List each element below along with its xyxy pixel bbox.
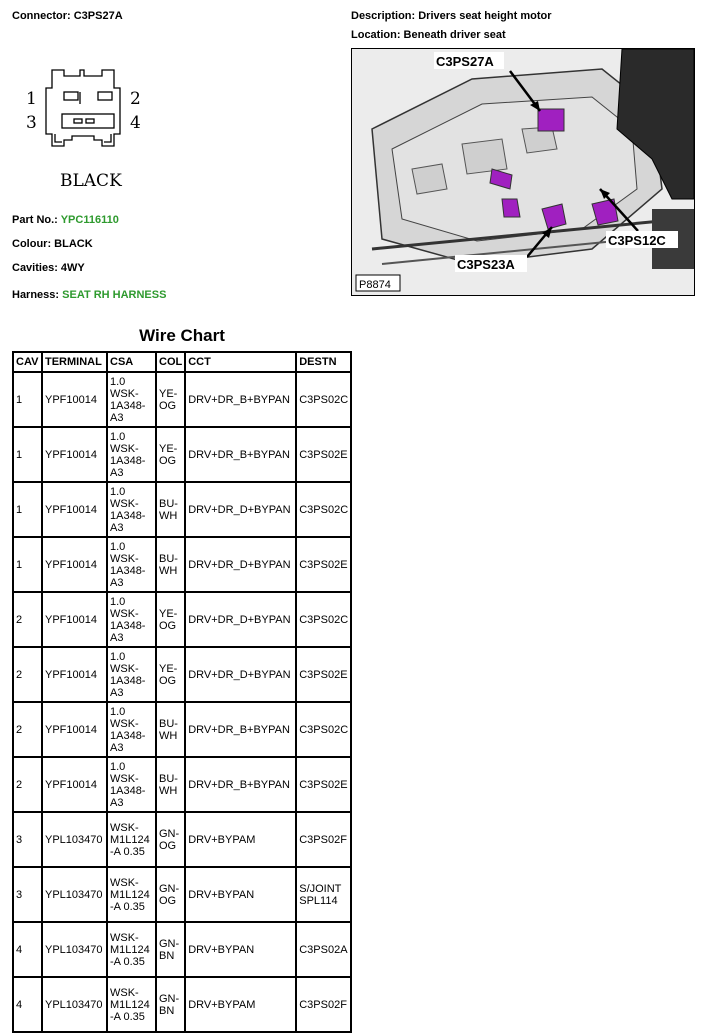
cell-cav: 4 bbox=[13, 977, 42, 1032]
cell-cct: DRV+DR_D+BYPAN bbox=[185, 537, 296, 592]
cell-cav: 1 bbox=[13, 427, 42, 482]
col-header-cav: CAV bbox=[13, 352, 42, 372]
callout-c3ps27a: C3PS27A bbox=[436, 54, 494, 69]
cell-terminal: YPL103470 bbox=[42, 812, 107, 867]
cell-cct: DRV+DR_B+BYPAN bbox=[185, 702, 296, 757]
table-row bbox=[13, 922, 351, 977]
cell-cav: 1 bbox=[13, 482, 42, 537]
cell-destn: C3PS02C bbox=[296, 592, 351, 647]
part-number-label: Part No.: bbox=[12, 214, 58, 226]
cell-terminal: YPL103470 bbox=[42, 977, 107, 1032]
cell-col: BU-WH bbox=[156, 757, 185, 812]
colour-text: Colour: BLACK bbox=[12, 238, 93, 250]
cell-csa: 1.0 WSK-1A348-A3 bbox=[107, 757, 156, 812]
cell-csa: WSK-M1L124-A 0.35 bbox=[107, 922, 156, 977]
cell-col: YE-OG bbox=[156, 372, 185, 427]
pin-2-label: 2 bbox=[130, 89, 141, 109]
cell-col: BU-WH bbox=[156, 482, 185, 537]
cell-destn: C3PS02C bbox=[296, 702, 351, 757]
cell-csa: WSK-M1L124-A 0.35 bbox=[107, 812, 156, 867]
cell-col: GN-OG bbox=[156, 812, 185, 867]
part-number bbox=[12, 214, 119, 226]
col-header-cct: CCT bbox=[185, 352, 296, 372]
pin-3-label: 3 bbox=[26, 113, 37, 133]
cell-csa: 1.0 WSK-1A348-A3 bbox=[107, 427, 156, 482]
cell-cav: 2 bbox=[13, 757, 42, 812]
cell-col: YE-OG bbox=[156, 427, 185, 482]
harness-value: SEAT RH HARNESS bbox=[62, 289, 167, 301]
cell-cav: 3 bbox=[13, 812, 42, 867]
table-row bbox=[13, 812, 351, 867]
location-text: Location: Beneath driver seat bbox=[351, 29, 506, 41]
table-row bbox=[13, 867, 351, 922]
cell-terminal: YPF10014 bbox=[42, 537, 107, 592]
cell-terminal: YPF10014 bbox=[42, 372, 107, 427]
cell-terminal: YPF10014 bbox=[42, 757, 107, 812]
pin-1-label: 1 bbox=[26, 89, 37, 109]
cell-cav: 3 bbox=[13, 867, 42, 922]
cell-cav: 1 bbox=[13, 537, 42, 592]
cell-col: BU-WH bbox=[156, 537, 185, 592]
cell-destn: C3PS02C bbox=[296, 372, 351, 427]
col-header-col: COL bbox=[156, 352, 185, 372]
cell-cav: 2 bbox=[13, 647, 42, 702]
table-row bbox=[13, 592, 351, 647]
col-header-destn: DESTN bbox=[296, 352, 351, 372]
harness bbox=[12, 289, 166, 301]
location-illustration bbox=[351, 48, 695, 296]
cell-csa: WSK-M1L124-A 0.35 bbox=[107, 977, 156, 1032]
cell-cct: DRV+DR_D+BYPAN bbox=[185, 482, 296, 537]
cell-cct: DRV+DR_D+BYPAN bbox=[185, 592, 296, 647]
photo-ref-id: P8874 bbox=[359, 279, 391, 291]
cell-destn: C3PS02F bbox=[296, 977, 351, 1032]
cell-terminal: YPF10014 bbox=[42, 702, 107, 757]
description-text: Description: Drivers seat height motor bbox=[351, 10, 552, 22]
cell-cct: DRV+DR_D+BYPAN bbox=[185, 647, 296, 702]
table-row bbox=[13, 372, 351, 427]
cell-csa: 1.0 WSK-1A348-A3 bbox=[107, 592, 156, 647]
table-row bbox=[13, 482, 351, 537]
harness-label: Harness: bbox=[12, 289, 60, 301]
cell-csa: 1.0 WSK-1A348-A3 bbox=[107, 702, 156, 757]
wire-chart-table bbox=[12, 351, 352, 1033]
cell-col: BU-WH bbox=[156, 702, 185, 757]
cell-cav: 1 bbox=[13, 372, 42, 427]
connector-color-label: BLACK bbox=[60, 171, 122, 191]
cell-cct: DRV+BYPAM bbox=[185, 977, 296, 1032]
seat-frame-drawing bbox=[352, 49, 694, 295]
table-header-row bbox=[13, 352, 351, 372]
pin-4-label: 4 bbox=[130, 113, 141, 133]
cell-cct: DRV+BYPAM bbox=[185, 812, 296, 867]
col-header-csa: CSA bbox=[107, 352, 156, 372]
cell-destn: C3PS02E bbox=[296, 537, 351, 592]
cell-csa: 1.0 WSK-1A348-A3 bbox=[107, 537, 156, 592]
cell-terminal: YPL103470 bbox=[42, 922, 107, 977]
cell-terminal: YPF10014 bbox=[42, 647, 107, 702]
cell-col: YE-OG bbox=[156, 647, 185, 702]
cell-terminal: YPL103470 bbox=[42, 867, 107, 922]
cell-terminal: YPF10014 bbox=[42, 482, 107, 537]
cell-destn: C3PS02E bbox=[296, 647, 351, 702]
cell-destn: C3PS02E bbox=[296, 427, 351, 482]
table-row bbox=[13, 977, 351, 1032]
connector-face-diagram bbox=[22, 62, 152, 192]
cell-destn: C3PS02C bbox=[296, 482, 351, 537]
cell-cct: DRV+DR_B+BYPAN bbox=[185, 757, 296, 812]
cell-destn: C3PS02A bbox=[296, 922, 351, 977]
callout-c3ps12c: C3PS12C bbox=[608, 233, 666, 248]
cell-cct: DRV+BYPAN bbox=[185, 867, 296, 922]
cell-cav: 2 bbox=[13, 702, 42, 757]
cell-csa: 1.0 WSK-1A348-A3 bbox=[107, 482, 156, 537]
cell-destn: C3PS02E bbox=[296, 757, 351, 812]
table-row bbox=[13, 757, 351, 812]
connector-outline-icon bbox=[22, 62, 152, 192]
cavities-text: Cavities: 4WY bbox=[12, 262, 85, 274]
table-row bbox=[13, 702, 351, 757]
cell-col: GN-BN bbox=[156, 977, 185, 1032]
cell-col: GN-OG bbox=[156, 867, 185, 922]
cell-csa: 1.0 WSK-1A348-A3 bbox=[107, 647, 156, 702]
cell-destn: C3PS02F bbox=[296, 812, 351, 867]
cell-col: YE-OG bbox=[156, 592, 185, 647]
cell-csa: WSK-M1L124-A 0.35 bbox=[107, 867, 156, 922]
col-header-terminal: TERMINAL bbox=[42, 352, 107, 372]
table-row bbox=[13, 427, 351, 482]
cell-cct: DRV+BYPAN bbox=[185, 922, 296, 977]
table-row bbox=[13, 537, 351, 592]
callout-c3ps23a: C3PS23A bbox=[457, 257, 515, 272]
wire-chart-title: Wire Chart bbox=[139, 326, 225, 345]
cell-cct: DRV+DR_B+BYPAN bbox=[185, 427, 296, 482]
cell-cav: 2 bbox=[13, 592, 42, 647]
cell-cct: DRV+DR_B+BYPAN bbox=[185, 372, 296, 427]
cell-terminal: YPF10014 bbox=[42, 592, 107, 647]
connector-id: Connector: C3PS27A bbox=[12, 10, 123, 22]
part-number-value: YPC116110 bbox=[60, 214, 119, 226]
cell-terminal: YPF10014 bbox=[42, 427, 107, 482]
table-row bbox=[13, 647, 351, 702]
cell-cav: 4 bbox=[13, 922, 42, 977]
cell-col: GN-BN bbox=[156, 922, 185, 977]
cell-destn: S/JOINT SPL114 bbox=[296, 867, 351, 922]
cell-csa: 1.0 WSK-1A348-A3 bbox=[107, 372, 156, 427]
